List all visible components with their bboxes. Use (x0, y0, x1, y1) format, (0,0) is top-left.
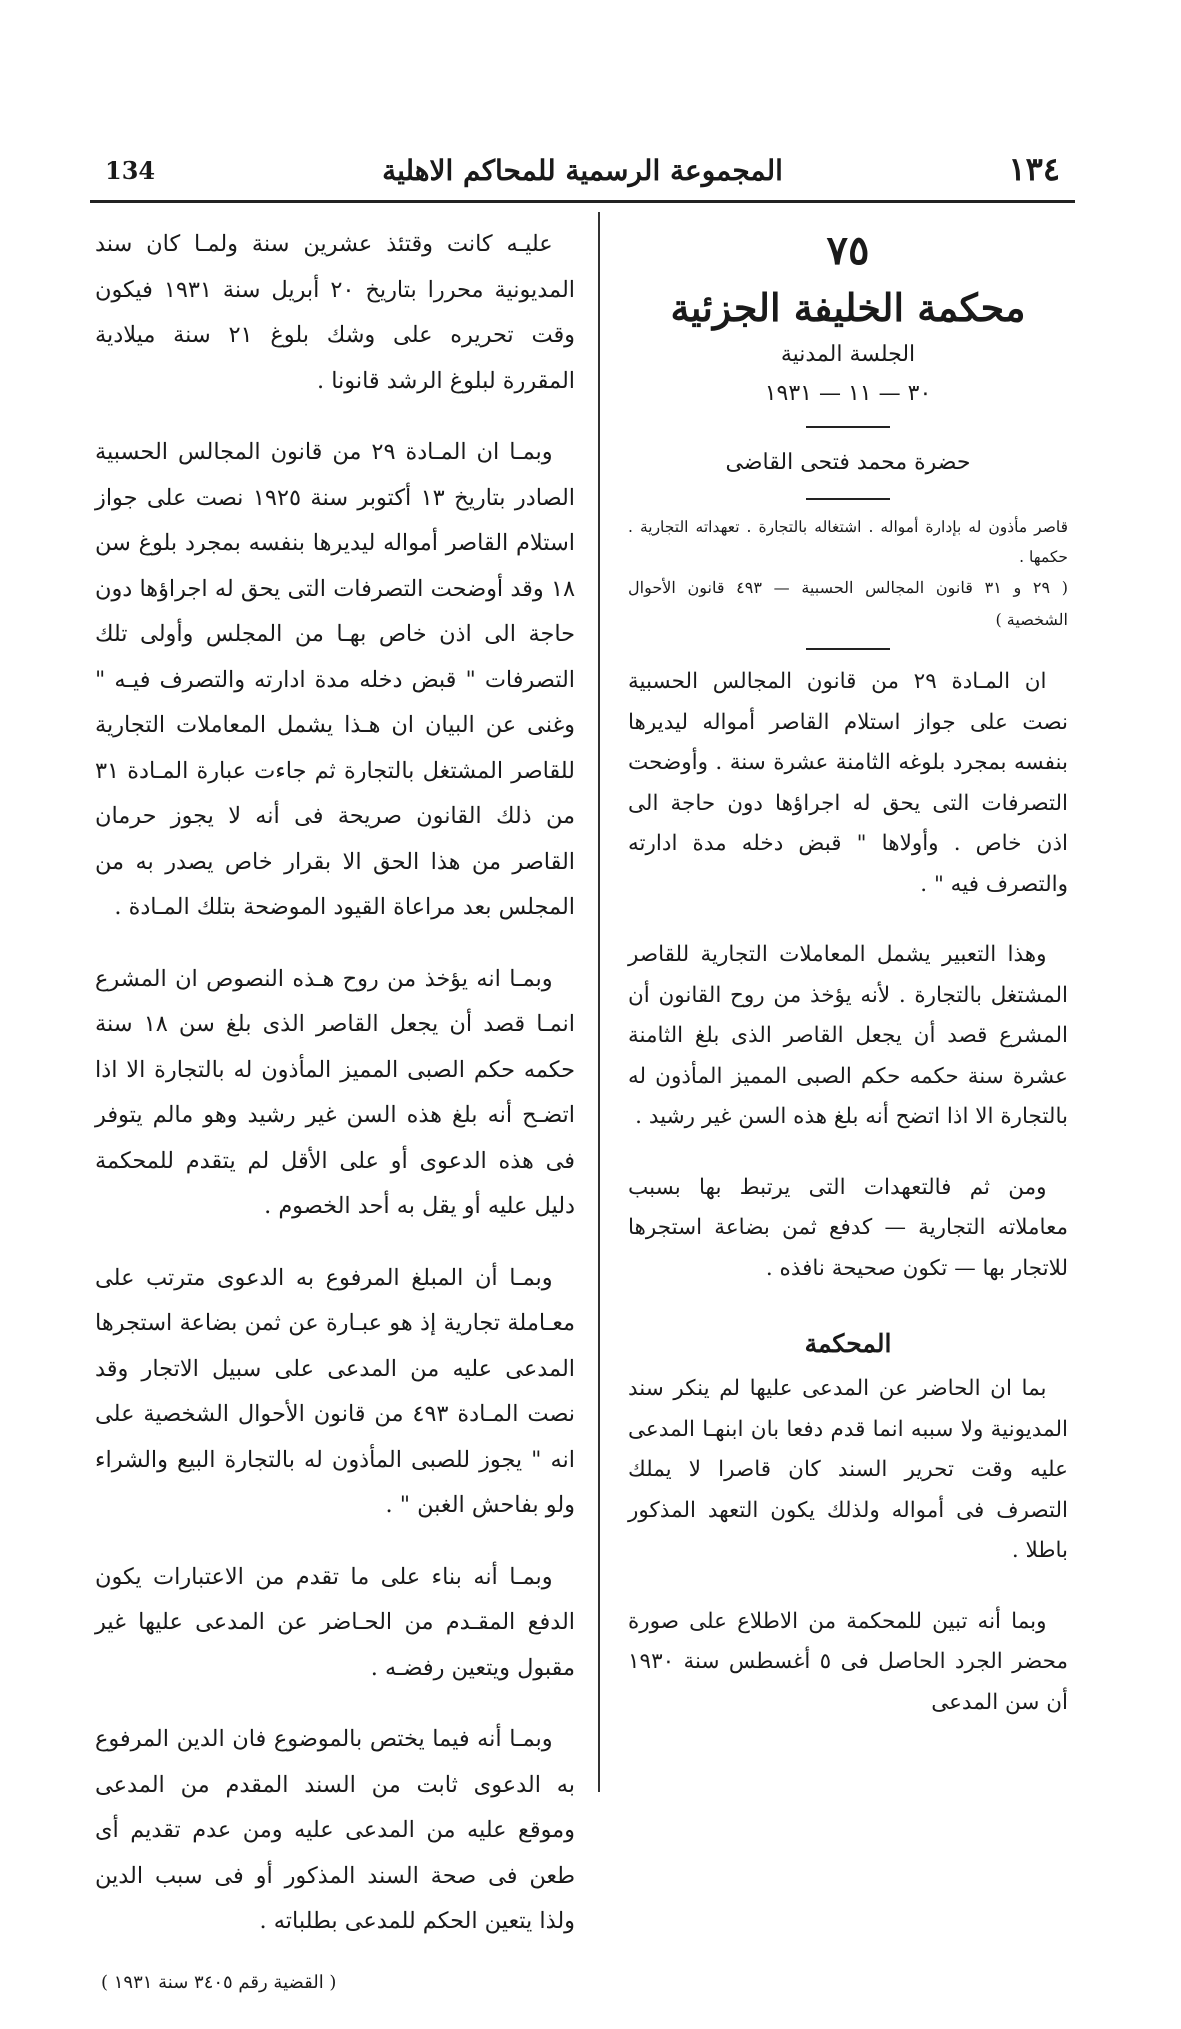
session-date: ٣٠ — ١١ — ١٩٣١ (764, 381, 932, 406)
session-type: الجلسة المدنية (780, 342, 916, 367)
page-header (90, 150, 1075, 196)
judgment-paragraph: وبمـا ان المـادة ٢٩ من قانون المجالس الحسبية الصادر بتاريخ ١٣ أكتوبر سنة ١٩٢٥ نصت على جواز استلام القاصر أمواله ليديرها بنفسه بمجرد بلوغ سن ١٨ وقد أوضحت التصرفات التى يحق له اجراؤها دون حاجة الى اذن خاص بهـا من المجلس وأولى تلك التصرفات " قبض دخله مدة ادارته والتصرف فيـه " وغنى عن البيان ان هـذا يشمل المعاملات التجارية للقاصر المشتغل بالتجارة ثم جاءت عبارة المـادة ٣١ من ذلك القانون صريحة فى أنه لا يجوز حرمان القاصر من هذا الحق الا بقرار خاص يصدر به من المجلس بعد مراعاة القيود الموضحة بتلك المـادة . (95, 439, 575, 920)
section-title: المحكمة (804, 1329, 892, 1358)
keywords: قاصر مأذون له بإدارة أمواله . اشتغاله بالتجارة . تعهداته التجارية . حكمها . (628, 518, 1068, 566)
judgment-paragraph: وبمـا أن المبلغ المرفوع به الدعوى مترتب على معـاملة تجارية إذ هو عبـارة عن ثمن بضاعة استجرها المدعى عليه من المدعى على سبيل الاتجار وقد نصت المـادة ٤٩٣ من قانون الأحوال الشخصية على انه " يجوز للصبى المأذون له بالتجارة البيع والشراء ولو بفاحش الغبن " . (95, 1264, 575, 1518)
court-name: محكمة الخليفة الجزئية (670, 285, 1026, 330)
short-rule (806, 648, 890, 650)
summary-paragraph: ومن ثم فالتعهدات التى يرتبط بها بسبب معاملاته التجارية — كدفع ثمن بضاعة استجرها للاتجار بها — تكون صحيحة نافذه . (628, 1174, 1068, 1281)
judgment-paragraph: وبمـا أنه بناء على ما تقدم من الاعتبارات يكون الدفع المقـدم من الحـاضر عن المدعى عليها غير مقبول ويتعين رفضـه . (95, 1563, 575, 1681)
short-rule (806, 498, 890, 500)
page-number-arabic: ١٣٤ (1008, 150, 1060, 188)
short-rule (806, 426, 890, 428)
summary-paragraph: ان المـادة ٢٩ من قانون المجالس الحسبية نصت على جواز استلام القاصر أمواله ليديرها بنفسه بمجرد بلوغه الثامنة عشرة سنة . وأوضحت التصرفات التى يحق له اجراؤها دون حاجة الى اذن خاص . وأولاها " قبض دخله مدة ادارته والتصرف فيه " . (628, 669, 1068, 897)
case-citation: ( القضية رقم ٣٤٠٥ سنة ١٩٣١ ) (101, 1971, 337, 1993)
column-divider (598, 212, 600, 1792)
page-number-latin: 134 (105, 156, 156, 185)
judgment-paragraph: وبمـا انه يؤخذ من روح هـذه النصوص ان المشرع انمـا قصد أن يجعل القاصر الذى بلغ سن ١٨ سنة حكمه حكم الصبى المميز المأذون له بالتجارة الا اذا اتضـح أنه بلغ هذه السن غير رشيد وهو مالم يتوفر فى هذه الدعوى أو على الأقل لم يتقدم للمحكمة دليل عليه أو يقل به أحد الخصوم . (95, 965, 576, 1219)
judgment-paragraph: بما ان الحاضر عن المدعى عليها لم ينكر سند المديونية ولا سببه انما قدم دفعا بان ابنهـا المدعى عليه وقت تحرير السند كان قاصرا لا يملك التصرف فى أمواله ولذلك يكون التعهد المذكور باطلا . (628, 1376, 1068, 1563)
header-rule (90, 200, 1075, 203)
right-column (628, 222, 1068, 1753)
judgment-paragraph: وبمـا أنه فيما يختص بالموضوع فان الدين المرفوع به الدعوى ثابت من السند المقدم من المدعى وموقع عليه من المدعى عليه ومن عدم تقديم أى طعن فى صحة السند المذكور أو فى سبب الدين ولذا يتعين الحكم للمدعى بطلباته . (95, 1726, 575, 1934)
law-references: ( ٢٩ و ٣١ قانون المجالس الحسبية — ٤٩٣ قانون الأحوال الشخصية ) (628, 578, 1069, 629)
judgment-paragraph: وبما أنه تبين للمحكمة من الاطلاع على صورة محضر الجرد الحاصل فى ٥ أغسطس سنة ١٩٣٠ أن سن المدعى (628, 1608, 1068, 1715)
summary-paragraph: وهذا التعبير يشمل المعاملات التجارية للقاصر المشتغل بالتجارة . لأنه يؤخذ من روح القانون أن المشرع قصد أن يجعل القاصر الذى بلغ الثامنة عشرة سنة حكمه حكم الصبى المميز المأذون له بالتجارة الا اذا اتضح أنه بلغ هذه السن غير رشيد . (628, 942, 1068, 1129)
judge-name: حضرة محمد فتحى القاضى (725, 450, 971, 475)
case-number: ٧٥ (826, 227, 870, 274)
left-column (95, 222, 575, 2029)
judgment-paragraph: عليـه كانت وقتئذ عشرين سنة ولمـا كان سند المديونية محررا بتاريخ ٢٠ أبريل سنة ١٩٣١ فيكون وقت تحريره على وشك بلوغ ٢١ سنة ميلادية المقررة لبلوغ الرشد قانونا . (95, 231, 576, 394)
running-title: المجموعة الرسمية للمحاكم الاهلية (382, 154, 783, 187)
